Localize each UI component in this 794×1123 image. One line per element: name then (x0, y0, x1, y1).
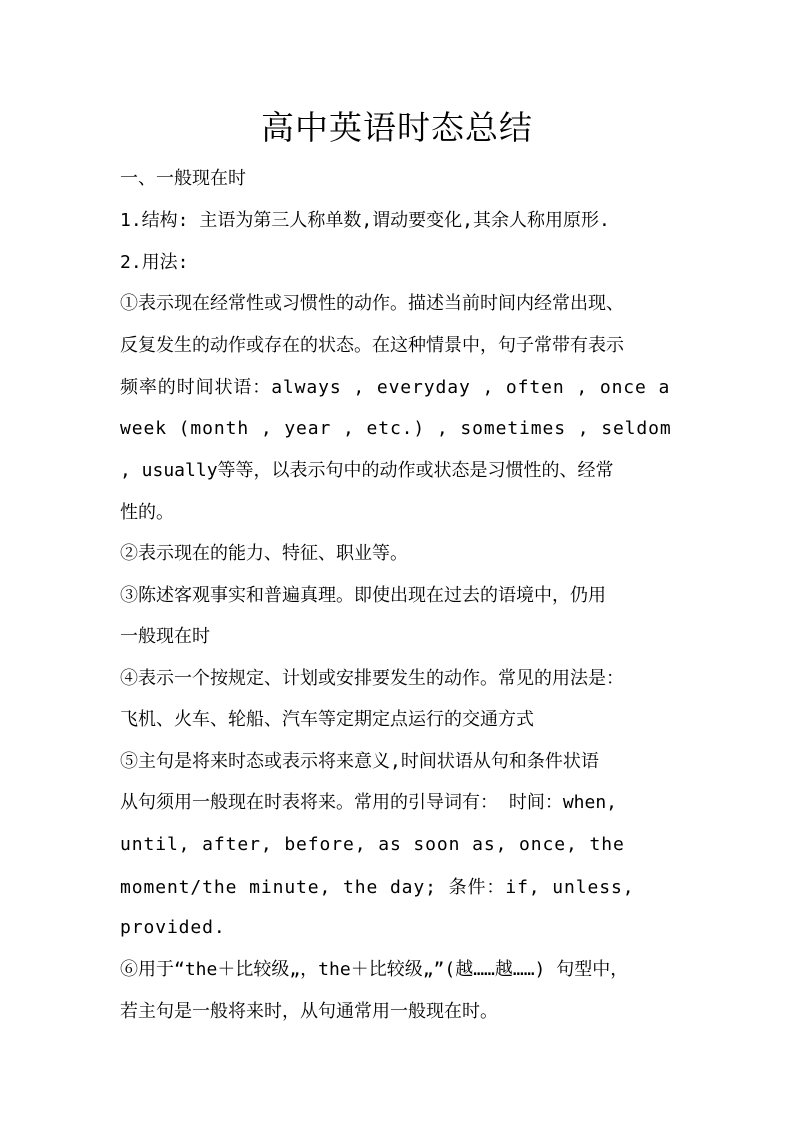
paragraph-line: 一般现在时 (120, 626, 210, 647)
paragraph-line: ⑤主句是将来时态或表示将来意义,时间状语从句和条件状语 (120, 751, 599, 772)
paragraph-line: ②表示现在的能力、特征、职业等。 (120, 543, 408, 564)
paragraph-line: ①表示现在经常性或习惯性的动作。描述当前时间内经常出现、 (120, 293, 624, 314)
paragraph-line: week (month , year , etc.) , sometimes , seldom (120, 418, 672, 439)
paragraph-line: 若主句是一般将来时，从句通常用一般现在时。 (120, 1001, 498, 1022)
section-heading: 一、一般现在时 (120, 168, 246, 189)
paragraph-line: ③陈述客观事实和普遍真理。即使出现在过去的语境中，仍用 (120, 585, 606, 606)
paragraph-line: provided. (120, 917, 226, 938)
paragraph-line: 2.用法: (120, 252, 189, 273)
paragraph-line: ⑥用于“the＋比较级„，the＋比较级„”(越……越……) 句型中， (120, 959, 629, 980)
paragraph-line: ④表示一个按规定、计划或安排要发生的动作。常见的用法是： (120, 668, 624, 689)
paragraph-line: moment/the minute, the day; 条件：if, unless, (120, 877, 635, 898)
paragraph-line: 飞机、火车、轮船、汽车等定期定点运行的交通方式 (120, 709, 534, 730)
paragraph-line: 频率的时间状语：always , everyday , often , once a (120, 377, 671, 398)
paragraph-line: , usually等等，以表示句中的动作或状态是习惯性的、经常 (120, 460, 614, 481)
document-title: 高中英语时态总结 (261, 108, 533, 147)
paragraph-line: until, after, before, as soon as, once, the (120, 834, 625, 855)
paragraph-line: 从句须用一般现在时表将来。常用的引导词有： 时间：when, (120, 792, 618, 813)
paragraph-line: 反复发生的动作或存在的状态。在这种情景中，句子常带有表示 (120, 335, 624, 356)
paragraph-line: 性的。 (120, 502, 174, 523)
paragraph-line: 1.结构: 主语为第三人称单数,谓动要变化,其余人称用原形. (120, 210, 610, 231)
